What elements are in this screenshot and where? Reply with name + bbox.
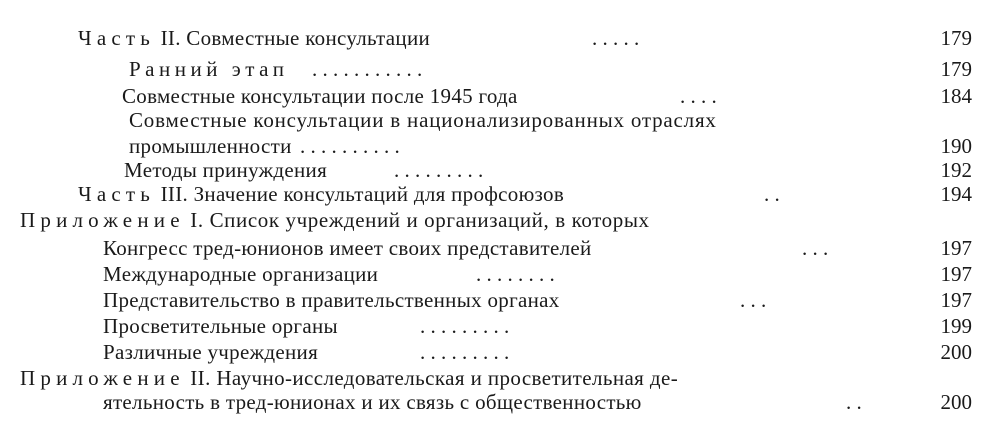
toc-entry-title: Ранний этап [129,57,289,81]
toc-entry-title: I. Список учреждений и организаций, в которых [190,208,650,232]
toc-page-number: 197 [940,288,972,312]
toc-entry-tuc[interactable] [103,235,592,261]
toc-entry-title: Совместные консультации после 1945 года [122,84,518,108]
toc-entry-prefix: Часть [78,26,156,50]
toc-page-number: 179 [940,26,972,50]
toc-entry-appendix-2[interactable] [20,365,678,391]
toc-leader-dots: . . . . . . . . . [420,340,510,364]
toc-entry-prefix: Часть [78,182,156,206]
toc-entry-coercion[interactable] [124,157,327,183]
toc-entry-after-1945[interactable] [122,83,518,109]
toc-page-number: 194 [940,182,972,206]
toc-entry-title: II. Научно-исследовательская и просветительная де- [190,366,679,390]
toc-leader-dots: . . . . . [592,26,640,50]
toc-entry-title: Международные организации [103,262,379,286]
toc-leader-dots: . . [764,182,780,206]
toc-entry-government[interactable] [103,287,560,313]
toc-page-number: 192 [940,158,972,182]
toc-page-number: 200 [940,390,972,414]
toc-entry-appendix-1[interactable] [20,207,650,233]
toc-leader-dots: . . . . . . . . [476,262,555,286]
toc-entry-title: Различные учреждения [103,340,319,364]
toc-entry-early-stage[interactable] [129,56,288,82]
toc-entry-industry[interactable] [129,133,292,159]
toc-page-number: 197 [940,236,972,260]
toc-page-number: 197 [940,262,972,286]
toc-entry-research[interactable] [103,389,642,415]
toc-entry-title: III. Значение консультаций для профсоюзов [160,182,565,206]
toc-leader-dots: . . . [740,288,767,312]
toc-leader-dots: . . . . . . . . . . [300,134,400,158]
toc-entry-title: Представительство в правительственных органах [103,288,560,312]
toc-leader-dots: . . . [802,236,829,260]
toc-leader-dots: . . . . [680,84,717,108]
toc-entry-title: ятельность в тред-юнионах и их связь с общественностью [103,390,642,414]
toc-entry-title: II. Совместные консультации [160,26,431,50]
toc-entry-prefix: Приложение [20,208,185,232]
toc-entry-nationalized[interactable] [129,107,717,133]
toc-entry-title: Конгресс тред-юнионов имеет своих представителей [103,236,592,260]
toc-entry-educational[interactable] [103,313,338,339]
toc-entry-part-2[interactable] [78,25,430,51]
toc-page-number: 184 [940,84,972,108]
toc-page-number: 190 [940,134,972,158]
toc-entry-various[interactable] [103,339,318,365]
toc-page-number: 199 [940,314,972,338]
toc-entry-title: Совместные консультации в национализированных отраслях [129,108,717,132]
toc-entry-part-3[interactable] [78,181,564,207]
toc-leader-dots: . . [846,390,862,414]
toc-entry-title: промышленности [129,134,292,158]
toc-leader-dots: . . . . . . . . . . . [312,57,423,81]
toc-page-number: 200 [940,340,972,364]
toc-page-number: 179 [940,57,972,81]
toc-entry-title: Методы принуждения [124,158,328,182]
toc-entry-title: Просветительные органы [103,314,338,338]
toc-leader-dots: . . . . . . . . . [394,158,484,182]
toc-entry-international[interactable] [103,261,378,287]
toc-entry-prefix: Приложение [20,366,185,390]
toc-leader-dots: . . . . . . . . . [420,314,510,338]
